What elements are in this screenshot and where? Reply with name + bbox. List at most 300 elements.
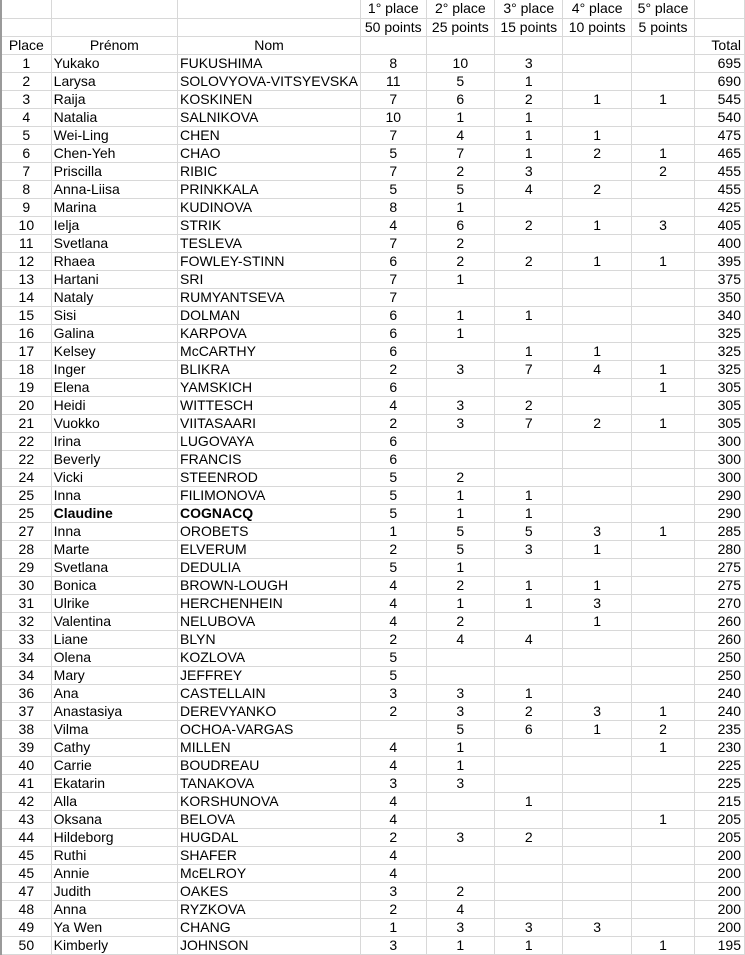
fourth-place-count-cell[interactable] xyxy=(563,756,631,774)
first-place-count-cell[interactable]: 5 xyxy=(360,648,426,666)
prenom-cell[interactable]: Anastasiya xyxy=(51,702,177,720)
place-cell[interactable]: 38 xyxy=(1,720,51,738)
fourth-place-count-cell[interactable] xyxy=(563,72,631,90)
prenom-cell[interactable]: Hartani xyxy=(51,270,177,288)
place-cell[interactable]: 31 xyxy=(1,594,51,612)
cell[interactable] xyxy=(178,0,361,18)
second-place-count-cell[interactable]: 3 xyxy=(426,396,494,414)
place-cell[interactable]: 7 xyxy=(1,162,51,180)
nom-cell[interactable]: WITTESCH xyxy=(178,396,361,414)
header-5th-place[interactable]: 5° place xyxy=(631,0,694,18)
fourth-place-count-cell[interactable]: 2 xyxy=(563,414,631,432)
nom-cell[interactable]: RIBIC xyxy=(178,162,361,180)
prenom-cell[interactable]: Larysa xyxy=(51,72,177,90)
fourth-place-count-cell[interactable] xyxy=(563,306,631,324)
nom-cell[interactable]: BELOVA xyxy=(178,810,361,828)
nom-cell[interactable]: BLIKRA xyxy=(178,360,361,378)
fifth-place-count-cell[interactable] xyxy=(631,234,694,252)
second-place-count-cell[interactable]: 5 xyxy=(426,72,494,90)
fifth-place-count-cell[interactable]: 1 xyxy=(631,810,694,828)
place-cell[interactable]: 17 xyxy=(1,342,51,360)
fifth-place-count-cell[interactable] xyxy=(631,288,694,306)
second-place-count-cell[interactable]: 2 xyxy=(426,252,494,270)
nom-cell[interactable]: VIITASAARI xyxy=(178,414,361,432)
total-cell[interactable]: 375 xyxy=(695,270,745,288)
fifth-place-count-cell[interactable] xyxy=(631,630,694,648)
place-cell[interactable]: 14 xyxy=(1,288,51,306)
place-cell[interactable]: 4 xyxy=(1,108,51,126)
fourth-place-count-cell[interactable]: 1 xyxy=(563,612,631,630)
third-place-count-cell[interactable] xyxy=(495,612,563,630)
fourth-place-count-cell[interactable]: 4 xyxy=(563,360,631,378)
header-2nd-place[interactable]: 2° place xyxy=(426,0,494,18)
fifth-place-count-cell[interactable] xyxy=(631,684,694,702)
cell[interactable] xyxy=(51,0,177,18)
second-place-count-cell[interactable]: 3 xyxy=(426,774,494,792)
total-cell[interactable]: 215 xyxy=(695,792,745,810)
nom-cell[interactable]: RUMYANTSEVA xyxy=(178,288,361,306)
nom-cell[interactable]: TANAKOVA xyxy=(178,774,361,792)
second-place-count-cell[interactable]: 7 xyxy=(426,144,494,162)
prenom-cell[interactable]: Ulrike xyxy=(51,594,177,612)
fourth-place-count-cell[interactable] xyxy=(563,270,631,288)
first-place-count-cell[interactable]: 6 xyxy=(360,324,426,342)
third-place-count-cell[interactable]: 1 xyxy=(495,72,563,90)
first-place-count-cell[interactable]: 4 xyxy=(360,756,426,774)
first-place-count-cell[interactable]: 4 xyxy=(360,738,426,756)
place-cell[interactable]: 25 xyxy=(1,504,51,522)
first-place-count-cell[interactable]: 7 xyxy=(360,126,426,144)
fourth-place-count-cell[interactable]: 1 xyxy=(563,342,631,360)
second-place-count-cell[interactable]: 1 xyxy=(426,270,494,288)
second-place-count-cell[interactable]: 1 xyxy=(426,108,494,126)
first-place-count-cell[interactable]: 1 xyxy=(360,918,426,936)
fourth-place-count-cell[interactable] xyxy=(563,234,631,252)
total-cell[interactable]: 290 xyxy=(695,486,745,504)
fourth-place-count-cell[interactable] xyxy=(563,432,631,450)
fourth-place-count-cell[interactable]: 2 xyxy=(563,180,631,198)
nom-cell[interactable]: STRIK xyxy=(178,216,361,234)
place-cell[interactable]: 13 xyxy=(1,270,51,288)
second-place-count-cell[interactable] xyxy=(426,864,494,882)
total-cell[interactable]: 195 xyxy=(695,936,745,954)
third-place-count-cell[interactable]: 7 xyxy=(495,360,563,378)
first-place-count-cell[interactable]: 11 xyxy=(360,72,426,90)
place-cell[interactable]: 32 xyxy=(1,612,51,630)
place-cell[interactable]: 30 xyxy=(1,576,51,594)
second-place-count-cell[interactable]: 6 xyxy=(426,90,494,108)
place-cell[interactable]: 41 xyxy=(1,774,51,792)
prenom-cell[interactable]: Ielja xyxy=(51,216,177,234)
prenom-cell[interactable]: Galina xyxy=(51,324,177,342)
prenom-cell[interactable]: Svetlana xyxy=(51,234,177,252)
third-place-count-cell[interactable]: 2 xyxy=(495,90,563,108)
fifth-place-count-cell[interactable]: 1 xyxy=(631,252,694,270)
third-place-count-cell[interactable]: 1 xyxy=(495,306,563,324)
total-cell[interactable]: 455 xyxy=(695,180,745,198)
fourth-place-count-cell[interactable] xyxy=(563,198,631,216)
place-cell[interactable]: 16 xyxy=(1,324,51,342)
fourth-place-count-cell[interactable] xyxy=(563,396,631,414)
third-place-count-cell[interactable]: 2 xyxy=(495,216,563,234)
first-place-count-cell[interactable]: 4 xyxy=(360,612,426,630)
total-cell[interactable]: 200 xyxy=(695,918,745,936)
fifth-place-count-cell[interactable] xyxy=(631,792,694,810)
prenom-cell[interactable]: Elena xyxy=(51,378,177,396)
nom-cell[interactable]: FRANCIS xyxy=(178,450,361,468)
fifth-place-count-cell[interactable]: 1 xyxy=(631,936,694,954)
fourth-place-count-cell[interactable]: 2 xyxy=(563,144,631,162)
nom-cell[interactable]: SALNIKOVA xyxy=(178,108,361,126)
nom-cell[interactable]: CHAO xyxy=(178,144,361,162)
fifth-place-count-cell[interactable]: 1 xyxy=(631,90,694,108)
place-cell[interactable]: 37 xyxy=(1,702,51,720)
nom-cell[interactable]: SHAFER xyxy=(178,846,361,864)
prenom-cell[interactable]: Anna xyxy=(51,900,177,918)
prenom-cell[interactable]: Judith xyxy=(51,882,177,900)
second-place-count-cell[interactable]: 2 xyxy=(426,468,494,486)
header-3rd-points[interactable]: 15 points xyxy=(495,18,563,36)
header-4th-place[interactable]: 4° place xyxy=(563,0,631,18)
nom-cell[interactable]: OAKES xyxy=(178,882,361,900)
fifth-place-count-cell[interactable] xyxy=(631,846,694,864)
fourth-place-count-cell[interactable] xyxy=(563,504,631,522)
first-place-count-cell[interactable]: 2 xyxy=(360,630,426,648)
fifth-place-count-cell[interactable]: 1 xyxy=(631,522,694,540)
first-place-count-cell[interactable]: 1 xyxy=(360,522,426,540)
second-place-count-cell[interactable]: 6 xyxy=(426,216,494,234)
fifth-place-count-cell[interactable] xyxy=(631,450,694,468)
third-place-count-cell[interactable]: 1 xyxy=(495,486,563,504)
third-place-count-cell[interactable]: 4 xyxy=(495,630,563,648)
cell[interactable] xyxy=(1,0,51,18)
prenom-cell[interactable]: Rhaea xyxy=(51,252,177,270)
total-cell[interactable]: 285 xyxy=(695,522,745,540)
place-cell[interactable]: 34 xyxy=(1,648,51,666)
place-cell[interactable]: 33 xyxy=(1,630,51,648)
third-place-count-cell[interactable] xyxy=(495,882,563,900)
fourth-place-count-cell[interactable] xyxy=(563,810,631,828)
third-place-count-cell[interactable]: 1 xyxy=(495,126,563,144)
nom-cell[interactable]: ELVERUM xyxy=(178,540,361,558)
prenom-cell[interactable]: Oksana xyxy=(51,810,177,828)
first-place-count-cell[interactable]: 2 xyxy=(360,702,426,720)
second-place-count-cell[interactable]: 1 xyxy=(426,324,494,342)
cell[interactable] xyxy=(695,0,745,18)
fourth-place-count-cell[interactable] xyxy=(563,666,631,684)
first-place-count-cell[interactable]: 10 xyxy=(360,108,426,126)
second-place-count-cell[interactable]: 4 xyxy=(426,630,494,648)
third-place-count-cell[interactable]: 1 xyxy=(495,594,563,612)
nom-cell[interactable]: KOZLOVA xyxy=(178,648,361,666)
third-place-count-cell[interactable]: 5 xyxy=(495,522,563,540)
fourth-place-count-cell[interactable]: 1 xyxy=(563,576,631,594)
nom-cell[interactable]: HUGDAL xyxy=(178,828,361,846)
total-cell[interactable]: 475 xyxy=(695,126,745,144)
first-place-count-cell[interactable]: 2 xyxy=(360,540,426,558)
fifth-place-count-cell[interactable] xyxy=(631,576,694,594)
prenom-cell[interactable]: Vuokko xyxy=(51,414,177,432)
fifth-place-count-cell[interactable] xyxy=(631,432,694,450)
first-place-count-cell[interactable]: 2 xyxy=(360,414,426,432)
nom-cell[interactable]: STEENROD xyxy=(178,468,361,486)
first-place-count-cell[interactable]: 7 xyxy=(360,162,426,180)
second-place-count-cell[interactable]: 3 xyxy=(426,828,494,846)
second-place-count-cell[interactable] xyxy=(426,648,494,666)
first-place-count-cell[interactable]: 4 xyxy=(360,864,426,882)
place-cell[interactable]: 45 xyxy=(1,846,51,864)
prenom-cell[interactable]: Alla xyxy=(51,792,177,810)
nom-cell[interactable]: CHEN xyxy=(178,126,361,144)
second-place-count-cell[interactable] xyxy=(426,288,494,306)
fourth-place-count-cell[interactable] xyxy=(563,324,631,342)
fifth-place-count-cell[interactable]: 1 xyxy=(631,738,694,756)
header-nom[interactable]: Nom xyxy=(178,36,361,54)
place-cell[interactable]: 15 xyxy=(1,306,51,324)
total-cell[interactable]: 200 xyxy=(695,900,745,918)
total-cell[interactable]: 455 xyxy=(695,162,745,180)
place-cell[interactable]: 10 xyxy=(1,216,51,234)
first-place-count-cell[interactable]: 2 xyxy=(360,900,426,918)
nom-cell[interactable]: SRI xyxy=(178,270,361,288)
prenom-cell[interactable]: Marina xyxy=(51,198,177,216)
second-place-count-cell[interactable]: 1 xyxy=(426,486,494,504)
third-place-count-cell[interactable]: 1 xyxy=(495,684,563,702)
total-cell[interactable]: 690 xyxy=(695,72,745,90)
total-cell[interactable]: 275 xyxy=(695,576,745,594)
total-cell[interactable]: 235 xyxy=(695,720,745,738)
place-cell[interactable]: 2 xyxy=(1,72,51,90)
place-cell[interactable]: 40 xyxy=(1,756,51,774)
prenom-cell[interactable]: Inna xyxy=(51,486,177,504)
total-cell[interactable]: 350 xyxy=(695,288,745,306)
prenom-cell[interactable]: Vicki xyxy=(51,468,177,486)
nom-cell[interactable]: TESLEVA xyxy=(178,234,361,252)
total-cell[interactable]: 275 xyxy=(695,558,745,576)
second-place-count-cell[interactable]: 1 xyxy=(426,594,494,612)
prenom-cell[interactable]: Olena xyxy=(51,648,177,666)
total-cell[interactable]: 340 xyxy=(695,306,745,324)
first-place-count-cell[interactable]: 8 xyxy=(360,54,426,72)
first-place-count-cell[interactable]: 3 xyxy=(360,684,426,702)
cell[interactable] xyxy=(631,36,694,54)
third-place-count-cell[interactable] xyxy=(495,756,563,774)
total-cell[interactable]: 250 xyxy=(695,648,745,666)
prenom-cell[interactable]: Natalia xyxy=(51,108,177,126)
fifth-place-count-cell[interactable]: 1 xyxy=(631,702,694,720)
total-cell[interactable]: 290 xyxy=(695,504,745,522)
third-place-count-cell[interactable]: 3 xyxy=(495,162,563,180)
third-place-count-cell[interactable]: 1 xyxy=(495,504,563,522)
fourth-place-count-cell[interactable] xyxy=(563,828,631,846)
fifth-place-count-cell[interactable]: 1 xyxy=(631,360,694,378)
place-cell[interactable]: 44 xyxy=(1,828,51,846)
third-place-count-cell[interactable]: 2 xyxy=(495,396,563,414)
prenom-cell[interactable]: Bonica xyxy=(51,576,177,594)
first-place-count-cell[interactable]: 4 xyxy=(360,810,426,828)
second-place-count-cell[interactable]: 2 xyxy=(426,234,494,252)
total-cell[interactable]: 325 xyxy=(695,360,745,378)
fourth-place-count-cell[interactable]: 1 xyxy=(563,540,631,558)
prenom-cell[interactable]: Marte xyxy=(51,540,177,558)
place-cell[interactable]: 45 xyxy=(1,864,51,882)
fifth-place-count-cell[interactable] xyxy=(631,666,694,684)
second-place-count-cell[interactable] xyxy=(426,378,494,396)
cell[interactable] xyxy=(563,36,631,54)
place-cell[interactable]: 49 xyxy=(1,918,51,936)
fourth-place-count-cell[interactable] xyxy=(563,864,631,882)
total-cell[interactable]: 260 xyxy=(695,612,745,630)
place-cell[interactable]: 29 xyxy=(1,558,51,576)
third-place-count-cell[interactable] xyxy=(495,558,563,576)
nom-cell[interactable]: NELUBOVA xyxy=(178,612,361,630)
first-place-count-cell[interactable]: 7 xyxy=(360,234,426,252)
prenom-cell[interactable]: Beverly xyxy=(51,450,177,468)
place-cell[interactable]: 25 xyxy=(1,486,51,504)
nom-cell[interactable]: KUDINOVA xyxy=(178,198,361,216)
third-place-count-cell[interactable] xyxy=(495,468,563,486)
place-cell[interactable]: 5 xyxy=(1,126,51,144)
prenom-cell[interactable]: Annie xyxy=(51,864,177,882)
total-cell[interactable]: 250 xyxy=(695,666,745,684)
prenom-cell[interactable]: Ana xyxy=(51,684,177,702)
second-place-count-cell[interactable]: 5 xyxy=(426,180,494,198)
total-cell[interactable]: 405 xyxy=(695,216,745,234)
place-cell[interactable]: 36 xyxy=(1,684,51,702)
third-place-count-cell[interactable] xyxy=(495,738,563,756)
total-cell[interactable]: 300 xyxy=(695,468,745,486)
nom-cell[interactable]: McELROY xyxy=(178,864,361,882)
place-cell[interactable]: 3 xyxy=(1,90,51,108)
place-cell[interactable]: 22 xyxy=(1,432,51,450)
prenom-cell[interactable]: Valentina xyxy=(51,612,177,630)
cell[interactable] xyxy=(1,18,51,36)
fifth-place-count-cell[interactable] xyxy=(631,594,694,612)
third-place-count-cell[interactable]: 1 xyxy=(495,792,563,810)
third-place-count-cell[interactable]: 3 xyxy=(495,918,563,936)
place-cell[interactable]: 6 xyxy=(1,144,51,162)
place-cell[interactable]: 27 xyxy=(1,522,51,540)
place-cell[interactable]: 43 xyxy=(1,810,51,828)
fourth-place-count-cell[interactable]: 1 xyxy=(563,252,631,270)
fourth-place-count-cell[interactable] xyxy=(563,882,631,900)
first-place-count-cell[interactable]: 5 xyxy=(360,468,426,486)
third-place-count-cell[interactable] xyxy=(495,324,563,342)
total-cell[interactable]: 205 xyxy=(695,828,745,846)
third-place-count-cell[interactable] xyxy=(495,234,563,252)
third-place-count-cell[interactable]: 7 xyxy=(495,414,563,432)
third-place-count-cell[interactable] xyxy=(495,378,563,396)
third-place-count-cell[interactable] xyxy=(495,270,563,288)
fifth-place-count-cell[interactable] xyxy=(631,108,694,126)
first-place-count-cell[interactable]: 2 xyxy=(360,360,426,378)
first-place-count-cell[interactable] xyxy=(360,720,426,738)
first-place-count-cell[interactable]: 6 xyxy=(360,450,426,468)
nom-cell[interactable]: OROBETS xyxy=(178,522,361,540)
nom-cell[interactable]: CHANG xyxy=(178,918,361,936)
third-place-count-cell[interactable]: 1 xyxy=(495,108,563,126)
third-place-count-cell[interactable] xyxy=(495,666,563,684)
prenom-cell[interactable]: Liane xyxy=(51,630,177,648)
nom-cell[interactable]: LUGOVAYA xyxy=(178,432,361,450)
header-5th-points[interactable]: 5 points xyxy=(631,18,694,36)
third-place-count-cell[interactable] xyxy=(495,648,563,666)
prenom-cell[interactable]: Nataly xyxy=(51,288,177,306)
fifth-place-count-cell[interactable] xyxy=(631,540,694,558)
second-place-count-cell[interactable]: 2 xyxy=(426,882,494,900)
third-place-count-cell[interactable] xyxy=(495,774,563,792)
nom-cell[interactable]: SOLOVYOVA-VITSYEVSKA xyxy=(178,72,361,90)
place-cell[interactable]: 28 xyxy=(1,540,51,558)
header-3rd-place[interactable]: 3° place xyxy=(495,0,563,18)
prenom-cell[interactable]: Yukako xyxy=(51,54,177,72)
nom-cell[interactable]: MILLEN xyxy=(178,738,361,756)
total-cell[interactable]: 300 xyxy=(695,450,745,468)
prenom-cell[interactable]: Claudine xyxy=(51,504,177,522)
second-place-count-cell[interactable]: 10 xyxy=(426,54,494,72)
fifth-place-count-cell[interactable] xyxy=(631,486,694,504)
third-place-count-cell[interactable] xyxy=(495,846,563,864)
place-cell[interactable]: 34 xyxy=(1,666,51,684)
fourth-place-count-cell[interactable] xyxy=(563,630,631,648)
first-place-count-cell[interactable]: 5 xyxy=(360,504,426,522)
fifth-place-count-cell[interactable] xyxy=(631,180,694,198)
total-cell[interactable]: 205 xyxy=(695,810,745,828)
second-place-count-cell[interactable]: 2 xyxy=(426,576,494,594)
fourth-place-count-cell[interactable]: 3 xyxy=(563,594,631,612)
fifth-place-count-cell[interactable] xyxy=(631,882,694,900)
nom-cell[interactable]: FILIMONOVA xyxy=(178,486,361,504)
fourth-place-count-cell[interactable] xyxy=(563,846,631,864)
first-place-count-cell[interactable]: 6 xyxy=(360,306,426,324)
nom-cell[interactable]: YAMSKICH xyxy=(178,378,361,396)
first-place-count-cell[interactable]: 6 xyxy=(360,252,426,270)
fourth-place-count-cell[interactable] xyxy=(563,774,631,792)
total-cell[interactable]: 270 xyxy=(695,594,745,612)
fourth-place-count-cell[interactable] xyxy=(563,900,631,918)
first-place-count-cell[interactable]: 5 xyxy=(360,666,426,684)
first-place-count-cell[interactable]: 6 xyxy=(360,378,426,396)
second-place-count-cell[interactable]: 1 xyxy=(426,306,494,324)
second-place-count-cell[interactable]: 1 xyxy=(426,738,494,756)
prenom-cell[interactable]: Kelsey xyxy=(51,342,177,360)
fourth-place-count-cell[interactable] xyxy=(563,378,631,396)
fourth-place-count-cell[interactable]: 3 xyxy=(563,522,631,540)
third-place-count-cell[interactable]: 2 xyxy=(495,702,563,720)
fourth-place-count-cell[interactable] xyxy=(563,468,631,486)
third-place-count-cell[interactable]: 3 xyxy=(495,540,563,558)
first-place-count-cell[interactable]: 7 xyxy=(360,288,426,306)
header-1st-place[interactable]: 1° place xyxy=(360,0,426,18)
second-place-count-cell[interactable] xyxy=(426,432,494,450)
header-total[interactable]: Total xyxy=(695,36,745,54)
nom-cell[interactable]: DOLMAN xyxy=(178,306,361,324)
prenom-cell[interactable]: Raija xyxy=(51,90,177,108)
fifth-place-count-cell[interactable] xyxy=(631,54,694,72)
first-place-count-cell[interactable]: 3 xyxy=(360,774,426,792)
total-cell[interactable]: 545 xyxy=(695,90,745,108)
first-place-count-cell[interactable]: 5 xyxy=(360,144,426,162)
second-place-count-cell[interactable]: 3 xyxy=(426,918,494,936)
nom-cell[interactable]: CASTELLAIN xyxy=(178,684,361,702)
prenom-cell[interactable]: Priscilla xyxy=(51,162,177,180)
cell[interactable] xyxy=(51,18,177,36)
third-place-count-cell[interactable]: 6 xyxy=(495,720,563,738)
second-place-count-cell[interactable]: 1 xyxy=(426,504,494,522)
fourth-place-count-cell[interactable]: 1 xyxy=(563,126,631,144)
fourth-place-count-cell[interactable]: 1 xyxy=(563,216,631,234)
prenom-cell[interactable]: Kimberly xyxy=(51,936,177,954)
